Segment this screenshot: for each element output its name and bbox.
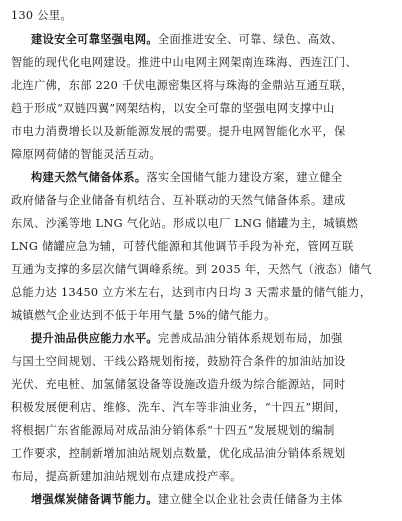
text-line: 东凤、沙溪等地 LNG 气化站。形成以电厂 LNG 储罐为主，城镇燃	[11, 217, 358, 230]
paragraph-heading-line: 增强煤炭储备调节能力。建立健全以企业社会责任储备为主体	[31, 492, 343, 506]
text-line: 政府储备与企业储备有机结合、互补联动的天然气储备体系。建成	[11, 194, 346, 207]
text-line: 北连广佛，东部 220 千伏电源密集区将与珠海的金鼎站互通互联，	[11, 79, 353, 92]
text-line: 障原网荷储的智能灵活互动。	[11, 148, 161, 161]
text-line: 趋于形成“双链四翼”网架结构，以安全可靠的坚强电网支撑中山	[11, 102, 335, 115]
text-line: 工作要求，控制新增加油站规划点数量，优化成品油分销体系规划	[11, 447, 346, 460]
paragraph-heading: 提升油品供应能力水平。	[31, 331, 158, 345]
paragraph-heading-line: 构建天然气储备体系。落实全国储气能力建设方案，建立健全	[31, 170, 343, 184]
paragraph-heading: 增强煤炭储备调节能力。	[31, 492, 158, 506]
text-line: 积极发展便利店、维修、洗车、汽车等非油业务，“十四五”期间，	[11, 401, 347, 414]
paragraph-heading: 建设安全可靠坚强电网。	[31, 32, 158, 46]
text-line: 布局，提高新建加油站规划布点建成投产率。	[11, 470, 242, 483]
text-line: 城镇燃气企业达到不低于年用气量 5%的储气能力。	[11, 309, 276, 322]
paragraph-heading-line: 提升油品供应能力水平。完善成品油分销体系规划布局，加强	[31, 331, 343, 345]
text-line: 互通为支撑的多层次储气调峰系统。到 2035 年，天然气（液态）储气	[11, 263, 372, 276]
text-line: 将根据广东省能源局对成品油分销体系“十四五”发展规划的编制	[11, 424, 335, 437]
text-line: 总能力达 13450 立方米左右，达到市内日均 3 天需求量的储气能力，	[11, 286, 372, 299]
paragraph-heading: 构建天然气储备体系。	[31, 170, 147, 184]
text-line: 市电力消费增长以及新能源发展的需要。提升电网智能化水平，保	[11, 125, 346, 138]
text-line: LNG 储罐应急为辅，可替代能源和其他调节手段为补充，管网互联	[11, 240, 354, 253]
text-line: 智能的现代化电网建设。推进中山电网主网架南连珠海、西连江门、	[11, 56, 358, 69]
text-line: 130 公里。	[11, 9, 72, 22]
text-line: 光伏、充电桩、加氢储氢设备等设施改造升级为综合能源站，同时	[11, 378, 346, 391]
text-line: 与国土空间规划、干线公路规划衔接，鼓励符合条件的加油站加设	[11, 355, 346, 368]
paragraph-heading-line: 建设安全可靠坚强电网。全面推进安全、可靠、绿色、高效、	[31, 32, 343, 46]
